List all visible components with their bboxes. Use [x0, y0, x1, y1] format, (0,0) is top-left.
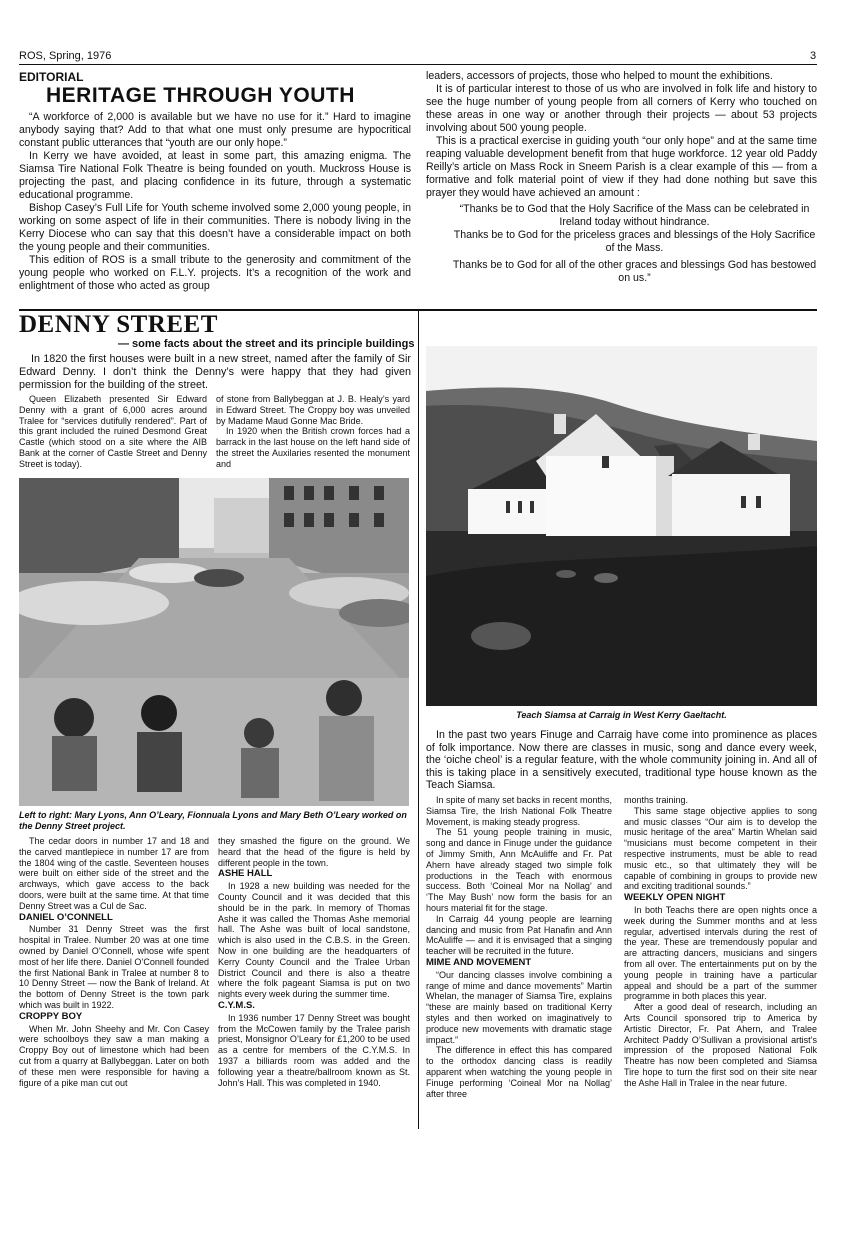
editorial-left-column: [19, 111, 411, 293]
siamsa-intro-text: In the past two years Finuge and Carraig have come into prominence as places of folk importance. Now there are classes in music, song and dance every week, the ‘oiche cheol’ is a regular feature, with the whole community joining in. And all of this is taking place in a sensitively executed, traditional type house known as the Teach Siamsa.: [426, 729, 817, 792]
siamsa-col1: [426, 795, 612, 1099]
prayer-line: “Thanks be to God that the Holy Sacrifice of the Mass can be celebrated in Ireland today without hindrance.: [459, 203, 810, 228]
editorial-paragraph: leaders, accessors of projects, those who helped to mount the exhibitions.: [426, 70, 773, 82]
denny-paragraph: In 1920 when the British crown forces had a barrack in the last house on the left hand side of the street the Auxilaries resented the monument and: [216, 426, 410, 469]
denny-col2-top: [216, 394, 410, 470]
siamsa-col2: [624, 795, 817, 1089]
editorial-paragraph: It is of particular interest to those of us who are involved in folk life and history to see the huge number of young people from all corners of Kerry who touched on these areas in one way or another through their projects — about 53 projects involving about 500 young people.: [426, 83, 817, 134]
denny-paragraph: In 1928 a new building was needed for the County Council and it was decided that this should be in the park. In memory of Thomas Ashe it was called the Thomas Ashe memorial hall. The Ashe was built of local sandstone, which is also used in the C.B.S. in the Green. Now in one building are the headquarters of Kerry County Council and the Tralee Urban District Council and there is also a theatre where the folk pageant Siamsa is put on two nights every week during the summer time.: [218, 881, 410, 1000]
running-header: ROS, Spring, 1976: [19, 50, 112, 62]
section-heading-mime: MIME AND MOVEMENT: [426, 956, 532, 968]
editorial-paragraph: Bishop Casey’s Full Life for Youth scheme involved some 2,000 young people, in working on some aspect of life in their communities. There is nobody living in the Kerry Diocese who can say that this doesn’t have a considerable impact on both the young people and their communities.: [19, 202, 411, 253]
denny-intro-text: In 1820 the first houses were built in a new street, named after the family of Sir Edward Denny. I don’t think the Denny’s were happy that they had given permission for the building of the street.: [19, 353, 411, 391]
denny-paragraph: In 1936 number 17 Denny Street was bought from the McCowen family by the Tralee parish priest, Monsignor O’Leary for £1,200 to be used as a centre for members of the C.Y.M.S. In 1937 a billiards room was added and the following year a theatre/ballroom known as St. John’s Hall. This was completed in 1940.: [218, 1012, 410, 1088]
editorial-label: EDITORIAL: [19, 70, 84, 84]
editorial-paragraph: In Kerry we have avoided, at least in some part, this amazing enigma. The Siamsa Tire National Folk Theatre is being founded on youth. Muckross House is projecting the past, and placing confidence in its future, through a systematic educational programme.: [19, 150, 411, 201]
siamsa-paragraph: The difference in effect this has compared to the orthodox dancing class is readily apparent when watching the young people in Finuge performing ‘Coineal Mor na Nollag’ after three: [426, 1045, 612, 1099]
siamsa-paragraph: This same stage objective applies to song and music classes “Our aim is to develop the music heritage of the area” Martin Whelan said “musicians must become competent in their respective instruments, must be able to read music etc., so that ultimately they will be capable of combining in groups to provide new and exciting traditional sounds.”: [624, 805, 817, 892]
denny-paragraph: When Mr. John Sheehy and Mr. Con Casey were schoolboys they saw a man making a Croppy Boy out of limestone which had been cut from a quarry at Ballybeggan. Later on both of these men were responsible for having a figure of a pike man cut out: [19, 1023, 209, 1088]
denny-intro: [19, 353, 411, 392]
denny-col1-top: [19, 394, 207, 470]
denny-paragraph: Number 31 Denny Street was the first hospital in Tralee. Number 20 was at one time owned by Daniel O’Connell, whose wife spent most of her life there. Daniel O’Connell founded the first National Bank in Tralee at number 8 to 10 Denny Street — now the Bank of Ireland. At the bottom of Denny Street is the town park which was built in 1922.: [19, 924, 209, 1010]
siamsa-paragraph: In both Teachs there are open nights once a week during the Summer months and at less regular, advertised intervals during the rest of the year. These are tremendously popular and are attracting dancers, musicians and singers from all over. The entertainments put on by the young people in training have a particular appeal and should be a part of the summer programme in both places this year.: [624, 904, 817, 1002]
denny-col1-bottom: [19, 836, 209, 1088]
section-heading-cyms: C.Y.M.S.: [218, 999, 255, 1011]
teach-siamsa-photo: [426, 346, 817, 706]
siamsa-paragraph: “Our dancing classes involve combining a range of mime and dance movements” Martin Whelan, the manager of Siamsa Tire, explains “these are mainly based on traditional Kerry styles and then worked on imaginatively to produce new movements with dramatic stage impact.”: [426, 969, 612, 1045]
editorial-paragraph: “A workforce of 2,000 is available but we have no use for it.” Hard to imagine anybody saying that? Add to that what one must only presume are hypocritical constant public utterances that “youth are our only hope.”: [19, 111, 411, 149]
siamsa-paragraph: months training.: [624, 795, 689, 805]
section-heading-croppy-boy: CROPPY BOY: [19, 1010, 83, 1022]
siamsa-paragraph: The 51 young people training in music, song and dance in Finuge under the guidance of Jimmy Smith, Ann McAuliffe and Fr. Pat Ahern have already staged two simple folk productions in the Teach with enormous success. Both ‘Coineal Mor na Nollag’ and ‘The May Bush’ now form the basis for an hours material fit for the stage.: [426, 827, 612, 913]
header-rule: [19, 64, 817, 65]
street-photo-caption: Left to right: Mary Lyons, Ann O’Leary, Fionnuala Lyons and Mary Beth O’Leary worked on the Denny Street project.: [19, 810, 407, 831]
street-scene-image: [19, 478, 409, 806]
denny-paragraph: Queen Elizabeth presented Sir Edward Denny with a grant of 6,000 acres around Tralee for “services dutifully rendered”. Part of this grant included the ruined Desmond Great Castle (which stood on a site where the AIB Bank at the corner of Castle Street and Denny Street is today).: [19, 394, 207, 469]
siamsa-intro: [426, 729, 817, 792]
column-divider: [418, 311, 419, 1129]
siamsa-paragraph: After a good deal of research, including an Arts Council sponsored trip to America by Artistic Director, Fr. Pat Ahern, and Tralee Architect Paddy O’Sullivan a provisional artist’s impression of the proposed National Folk Theatre has now been completed and Siamsa Tire hope to turn the first sod on their site near the Ashe Hall in Tralee in the near future.: [624, 1002, 817, 1088]
thatched-house-image: [426, 346, 817, 706]
section-heading-weekly: WEEKLY OPEN NIGHT: [624, 892, 726, 904]
editorial-right-column: [426, 70, 817, 285]
prayer-line: Thanks be to God for the priceless graces and blessings of the Holy Sacrifice of the Mass.: [453, 229, 816, 254]
editorial-title: HERITAGE THROUGH YOUTH: [46, 84, 355, 107]
page-number: 3: [810, 50, 817, 62]
prayer-quote: [452, 203, 817, 285]
denny-paragraph: The cedar doors in number 17 and 18 and the carved mantlepiece in number 17 are from the 1804 wing of the castle. Seventeen houses were built on either side of the street and the archways, which gave access to the back doors, were built at the same time. At that time Denny Street was a Cul de Sac.: [19, 836, 209, 911]
denny-paragraph: of stone from Ballybeggan at J. B. Healy’s yard in Edward Street. The Croppy boy was unveiled by Madame Maud Gonne Mac Bride.: [216, 394, 410, 426]
denny-street-photo: [19, 478, 409, 806]
siamsa-photo-caption: Teach Siamsa at Carraig in West Kerry Gaeltacht.: [516, 710, 727, 720]
denny-street-subtitle: — some facts about the street and its principle buildings: [118, 338, 415, 350]
siamsa-paragraph: In spite of many set backs in recent months, Siamsa Tire, the Irish National Folk Theatre Movement, is making steady progress.: [426, 795, 612, 827]
denny-col2-bottom: [218, 836, 410, 1088]
denny-paragraph: they smashed the figure on the ground. We heard that the head of the figure is held by different people in the town.: [218, 836, 410, 868]
siamsa-paragraph: In Carraig 44 young people are learning dancing and music from Pat Hanafin and Ann McAuliffe — and it is envisaged that a singing teacher will be recruited in the future.: [426, 913, 612, 957]
section-heading-oconnell: DANIEL O’CONNELL: [19, 911, 113, 923]
editorial-paragraph: This edition of ROS is a small tribute to the generosity and commitment of the young people who worked on F.L.Y. projects. It’s a recognition of the work and enlightment of those who acted as group: [19, 254, 411, 292]
prayer-line: Thanks be to God for all of the other graces and blessings God has bestowed on us.”: [452, 259, 817, 284]
denny-street-title: DENNY STREET: [19, 311, 218, 338]
editorial-paragraph: This is a practical exercise in guiding youth “our only hope” and at the same time reaping valuable development benefit from that huge workforce. 12 year old Paddy Reilly’s article on Mass Rock in Sneem Parish is a clear example of this — from a formative and folk material point of view if they had done nothing but save this prayer they would have achieved an amount :: [426, 135, 817, 199]
section-heading-ashe-hall: ASHE HALL: [218, 868, 273, 880]
